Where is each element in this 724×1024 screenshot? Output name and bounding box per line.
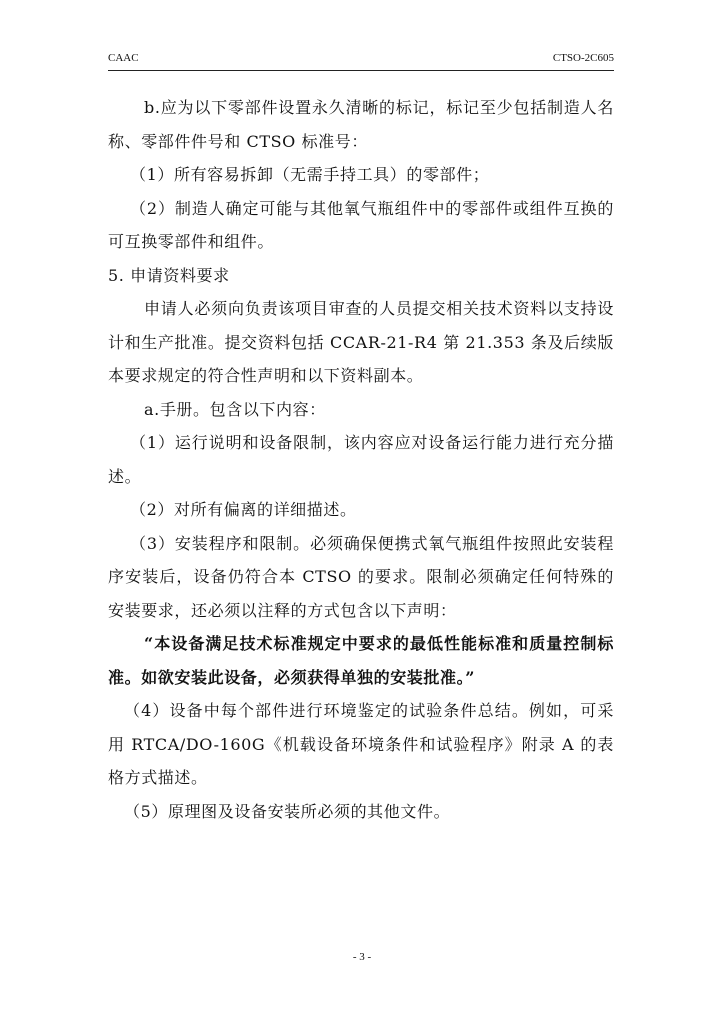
- paragraph-manual-item-4: （4）设备中每个部件进行环境鉴定的试验条件总结。例如，可采用 RTCA/DO-160G《机载设备环境条件和试验程序》附录 A 的表格方式描述。: [108, 701, 614, 787]
- paragraph-manual-item-2: （2）对所有偏离的详细描述。: [130, 500, 357, 519]
- paragraph-manual: a.手册。包含以下内容：: [144, 399, 326, 419]
- header-doc-number: CTSO-2C605: [552, 52, 614, 64]
- paragraph-application-data: 申请人必须向负责该项目审查的人员提交相关技术资料以支持设计和生产批准。提交资料包括 CCAR-21-R4 第 21.353 条及后续版本要求规定的符合性声明和以下资料副本。: [108, 299, 614, 385]
- paragraph-manual-item-5: （5）原理图及设备安装所必须的其他文件。: [124, 801, 451, 821]
- paragraph-manual-item-3: （3）安装程序和限制。必须确保便携式氧气瓶组件按照此安装程序安装后，设备仍符合本 CTSO 的要求。限制必须确定任何特殊的安装要求，还必须以注释的方式包含以下声明：: [108, 533, 614, 620]
- page-header: [108, 52, 614, 71]
- paragraph-item-2: （2）制造人确定可能与其他氧气瓶组件中的零部件或组件互换的可互换零部件和组件。: [108, 198, 614, 251]
- header-org: CAAC: [108, 52, 139, 64]
- page-number: - 3 -: [352, 951, 372, 963]
- paragraph-marking-requirement: b.应为以下零部件设置永久清晰的标记，标记至少包括制造人名称、零部件件号和 CTSO 标准号：: [108, 98, 614, 151]
- document-body: [108, 91, 614, 828]
- section-heading-5: 5. 申请资料要求: [108, 265, 230, 285]
- paragraph-manual-item-1: （1）运行说明和设备限制，该内容应对设备运行能力进行充分描述。: [108, 433, 614, 486]
- paragraph-item-1: （1）所有容易拆卸（无需手持工具）的零部件；: [130, 165, 490, 184]
- quoted-statement: “本设备满足技术标准规定中要求的最低性能标准和质量控制标准。如欲安装此设备，必须获得单独的安装批准。”: [108, 634, 614, 687]
